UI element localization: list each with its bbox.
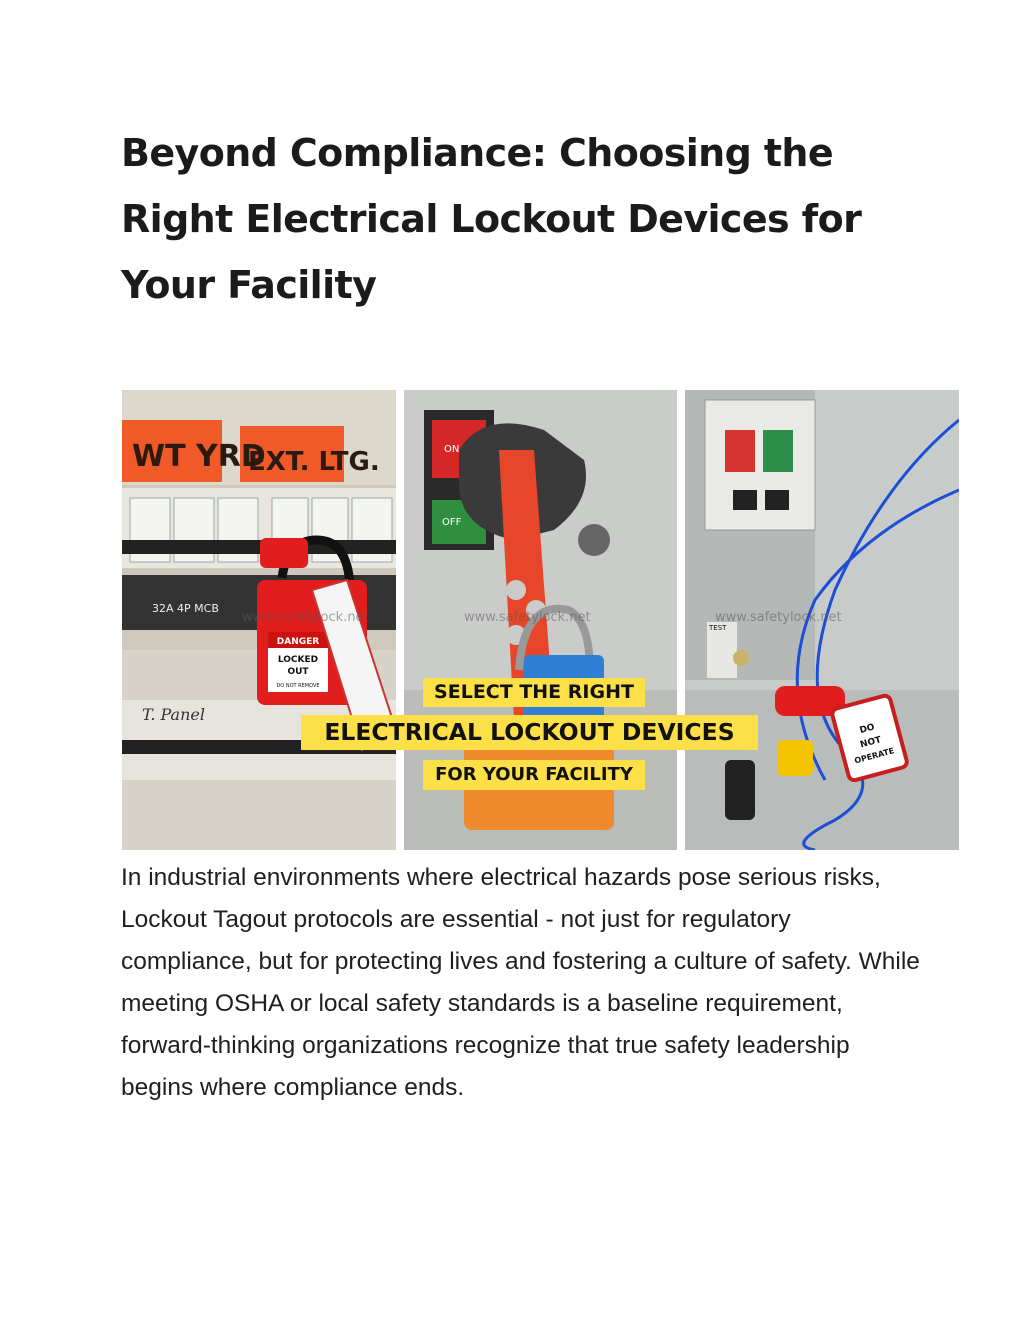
- banner-line-2: ELECTRICAL LOCKOUT DEVICES: [301, 715, 758, 750]
- breaker-lockout-photo: [122, 390, 396, 850]
- sign-left: WT YRD: [132, 439, 266, 474]
- out-text: OUT: [287, 667, 309, 677]
- watermark-3: www.safetylock.net: [715, 610, 842, 625]
- tag-not: NOT: [859, 735, 883, 751]
- test-label: TEST: [709, 624, 727, 632]
- tag-operate: OPERATE: [853, 746, 896, 766]
- article-title: Beyond Compliance: Choosing the Right Electrical Lockout Devices for Your Facility: [121, 131, 862, 307]
- do-not-remove-text: DO NOT REMOVE: [276, 683, 320, 689]
- sign-right: EXT. LTG.: [248, 447, 380, 477]
- switch-off-label: OFF: [442, 517, 462, 528]
- hero-image: [122, 390, 959, 850]
- intro-paragraph: In industrial environments where electrical hazards pose serious risks, Lockout Tagout protocols are essential - not just for regulatory compliance, but for protecting lives and fostering a culture of safety. While meeting OSHA or local safety standards is a baseline requirement, forward-thinking organizations recognize that true safety leadership begins where compliance ends.: [121, 864, 920, 1101]
- banner-line-1: SELECT THE RIGHT: [423, 678, 645, 707]
- locked-text: LOCKED: [277, 655, 319, 665]
- banner-line-3: FOR YOUR FACILITY: [423, 760, 645, 790]
- danger-text: DANGER: [276, 637, 320, 647]
- cable-lockout-photo: [685, 390, 959, 850]
- watermark-1: www.safetylock.net: [242, 610, 369, 625]
- watermark-2: www.safetylock.net: [464, 610, 591, 625]
- handwriting-label: T. Panel: [142, 705, 205, 724]
- switch-on-label: ON: [444, 444, 460, 455]
- mcb-label: 32A 4P MCB: [152, 602, 219, 615]
- tag-do: DO: [858, 722, 876, 737]
